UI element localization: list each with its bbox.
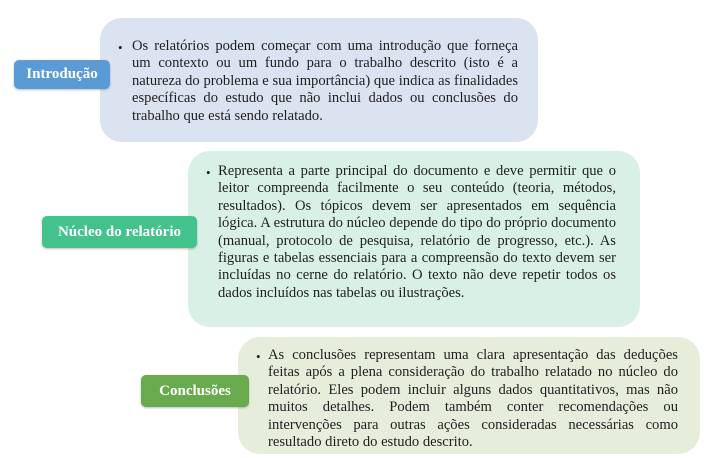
text-nucleo: Representa a parte principal do documento e deve permitir que o leitor compreenda facilmente o seu conteúdo (teoria, métodos, resultados). Os tópicos devem ser apresentados em sequência lógica. A estrutura do núcleo depende do tipo do próprio documento (manual, protocolo de pesquisa, relatório de progresso, etc.). As figuras e tabelas essenciais para a compreensão do texto devem ser incluídas no cerne do relatório. O texto não deve repetir todos os dados incluídos nas tabelas ou ilustrações. [218, 163, 616, 301]
label-conclusoes: Conclusões [141, 375, 249, 407]
bullet-introducao: • [118, 40, 123, 55]
label-nucleo: Núcleo do relatório [42, 216, 197, 248]
text-introducao: Os relatórios podem começar com uma introdução que forneça um contexto ou um fundo para o trabalho descrito (isto é a natureza do problema e sua importância) que indica as finalidades específicas do estudo que não inclui dados ou conclusões do trabalho que está sendo relatado. [132, 38, 518, 124]
label-introducao: Introdução [14, 60, 110, 89]
card-introducao [100, 18, 538, 142]
card-conclusoes [238, 337, 700, 454]
bullet-nucleo: • [206, 165, 211, 180]
text-conclusoes: As conclusões representam uma clara apresentação das deduções feitas após a plena consideração do trabalho relatado no núcleo do relatório. Eles podem incluir alguns dados quantitativos, mas não muitos detalhes. Podem também conter recomendações ou intervenções para outras ações consideradas necessárias como resultado direto do estudo descrito. [268, 347, 678, 451]
bullet-conclusoes: • [256, 349, 261, 364]
card-nucleo [188, 151, 640, 327]
